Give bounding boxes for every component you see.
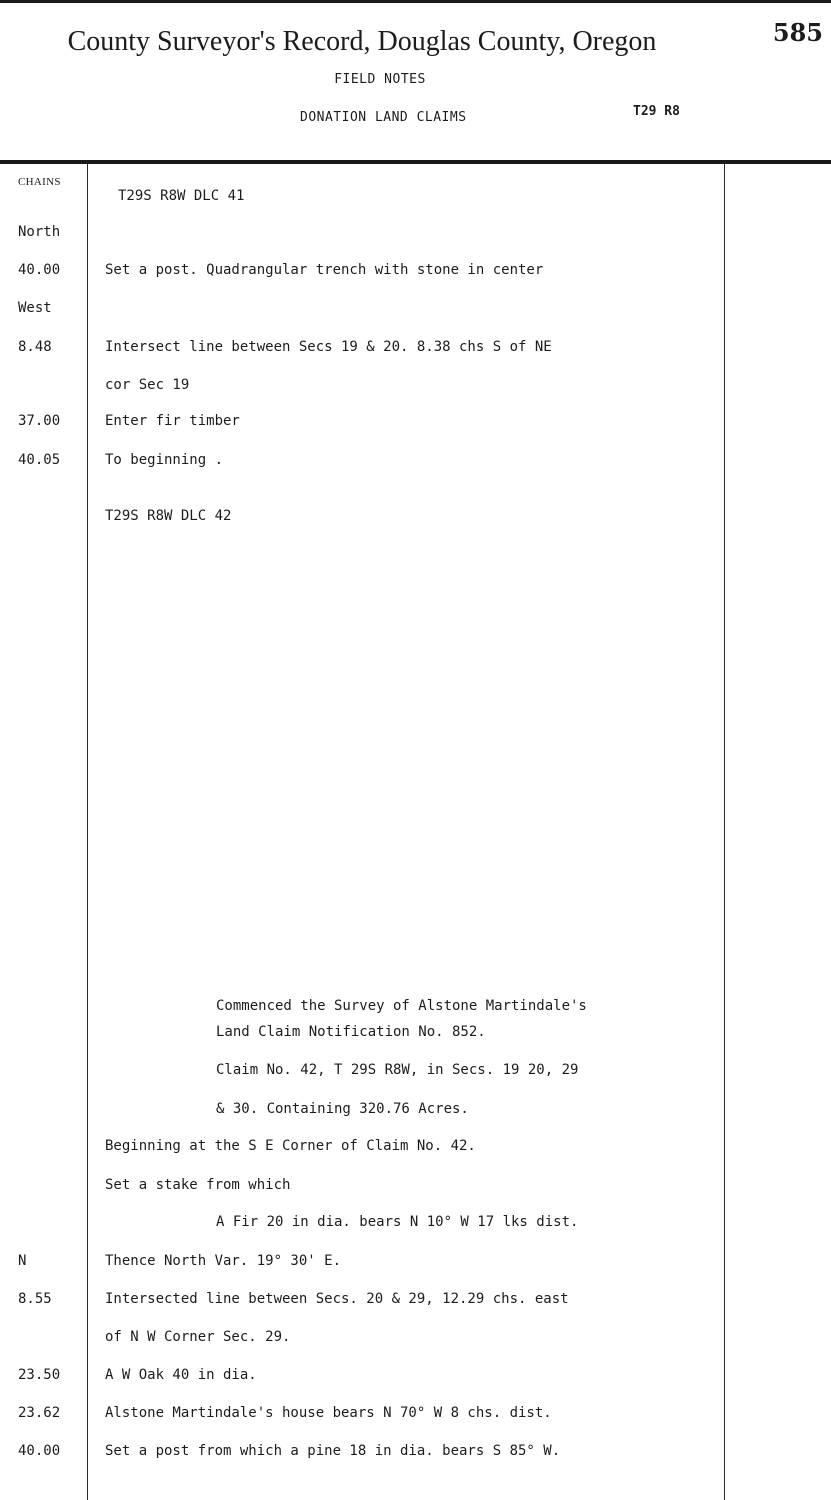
entry-14-text: Set a stake from which [105, 1177, 291, 1193]
entry-19-text: A W Oak 40 in dia. [105, 1367, 257, 1383]
entry-4-text: Intersect line between Secs 19 & 20. 8.38 chs S of NE [105, 339, 552, 355]
entry-20-chain: 23.62 [18, 1405, 61, 1421]
entry-16-text: Thence North Var. 19° 30' E. [105, 1253, 342, 1269]
entry-8-text: T29S R8W DLC 42 [105, 508, 232, 524]
entry-7-chain: 40.05 [18, 452, 61, 468]
right-margin-divider [724, 164, 725, 1500]
entry-21-chain: 40.00 [18, 1443, 61, 1459]
subtitle-text: DONATION LAND CLAIMS [300, 110, 467, 125]
entry-6-chain: 37.00 [18, 413, 61, 429]
entry-21-text: Set a post from which a pine 18 in dia. bears S 85° W. [105, 1443, 561, 1459]
entry-17-text: Intersected line between Secs. 20 & 29, 12.29 chs. east [105, 1291, 569, 1307]
document-title: County Surveyor's Record, Douglas County, Oregon [67, 26, 657, 57]
subtitle-donation-land-claims [300, 110, 467, 125]
entry-2-chain: 40.00 [18, 262, 61, 278]
entry-18-text: of N W Corner Sec. 29. [105, 1329, 291, 1345]
entry-1-chain: North [18, 224, 61, 240]
entry-5-text: cor Sec 19 [105, 377, 190, 393]
chains-column-divider [87, 164, 88, 1500]
entry-11-text: Claim No. 42, T 29S R8W, in Secs. 19 20, 29 [216, 1062, 579, 1078]
entry-17-chain: 8.55 [18, 1291, 52, 1307]
entry-9-text: Commenced the Survey of Alstone Martindale's [216, 998, 587, 1014]
entry-19-chain: 23.50 [18, 1367, 61, 1383]
entry-4-chain: 8.48 [18, 339, 52, 355]
entry-10-text: Land Claim Notification No. 852. [216, 1024, 486, 1040]
entry-6-text: Enter fir timber [105, 413, 240, 429]
top-rule [0, 0, 831, 3]
subtitle-field-notes: FIELD NOTES [334, 72, 426, 87]
entry-0-text: T29S R8W DLC 41 [118, 188, 245, 204]
header-rule [0, 160, 831, 164]
chains-column-header: CHAINS [18, 176, 61, 188]
entry-16-chain: N [18, 1253, 27, 1269]
entry-15-text: A Fir 20 in dia. bears N 10° W 17 lks dist. [216, 1214, 579, 1230]
entry-2-text: Set a post. Quadrangular trench with stone in center [105, 262, 544, 278]
township-tag: T29 R8 [633, 104, 680, 119]
entry-7-text: To beginning . [105, 452, 224, 468]
entry-13-text: Beginning at the S E Corner of Claim No. 42. [105, 1138, 476, 1154]
entry-3-chain: West [18, 300, 52, 316]
entry-12-text: & 30. Containing 320.76 Acres. [216, 1101, 469, 1117]
page-number: 585 [772, 18, 823, 47]
entry-20-text: Alstone Martindale's house bears N 70° W 8 chs. dist. [105, 1405, 552, 1421]
